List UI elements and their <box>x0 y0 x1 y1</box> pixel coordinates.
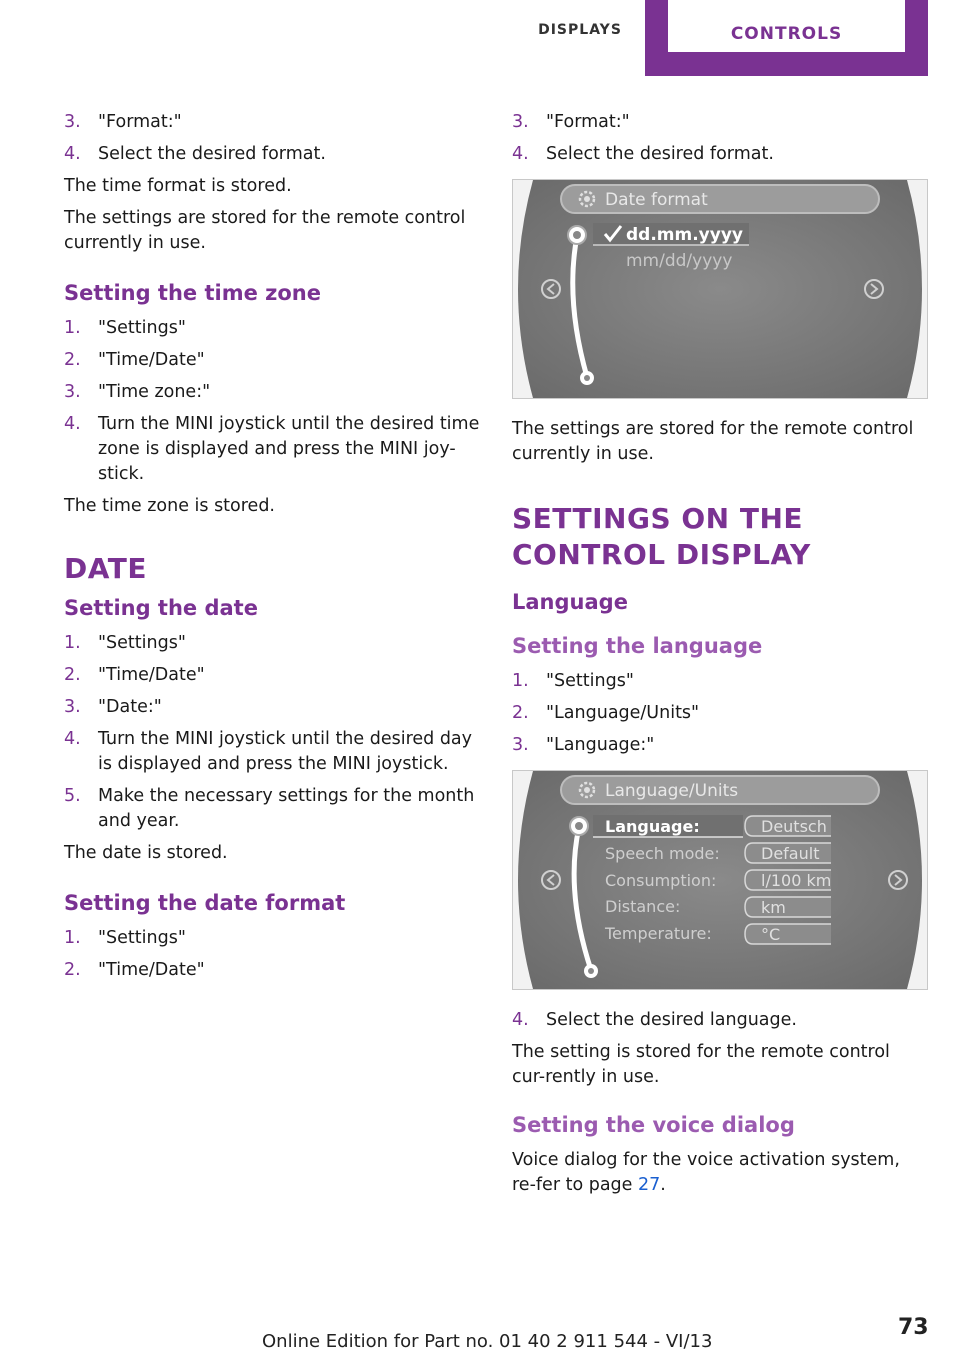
right-column <box>512 110 928 1205</box>
heading-time-zone: Setting the time zone <box>64 281 321 305</box>
option: mm/dd/yyyy <box>626 251 733 271</box>
heading-setting-language: Setting the language <box>512 634 763 658</box>
list-item: 1. "Settings" <box>512 671 634 691</box>
setting-label: Temperature: <box>605 924 712 943</box>
heading-settings-control-display: SETTINGS ON THE CONTROL DISPLAY <box>512 502 811 571</box>
header-tab-controls-label: CONTROLS <box>730 24 843 44</box>
list-item: 3. "Format:" <box>512 112 630 132</box>
paragraph-voice-dialog: Voice dialog for the voice activation system, re-fer to page 27. <box>512 1150 900 1195</box>
setting-label: Language: <box>605 817 700 836</box>
heading-voice-dialog: Setting the voice dialog <box>512 1113 795 1137</box>
heading-language: Language <box>512 590 628 614</box>
header-tab-controls <box>645 0 928 76</box>
list-item: 4. Select the desired language. <box>512 1010 797 1030</box>
paragraph: The settings are stored for the remote control currently in use. <box>512 419 914 464</box>
paragraph: The settings are stored for the remote control currently in use. <box>64 208 466 253</box>
language-units-screen-image <box>512 770 928 990</box>
setting-label: Speech mode: <box>605 844 720 863</box>
heading-setting-date: Setting the date <box>64 596 258 620</box>
heading-date-format: Setting the date format <box>64 891 346 915</box>
list-item: 4. Turn the MINI joystick until the desired time zone is displayed and press the MINI joy-stick. <box>64 414 480 484</box>
list-item: 3. "Time zone:" <box>64 382 211 402</box>
paragraph: The time format is stored. <box>64 176 292 196</box>
list-item: 2. "Language/Units" <box>512 703 700 723</box>
date-format-screen-image <box>512 179 928 399</box>
list-item: 4. Turn the MINI joystick until the desired day is displayed and press the MINI joystick. <box>64 729 473 774</box>
page-link[interactable]: 27 <box>637 1175 661 1195</box>
list-item: 2. "Time/Date" <box>64 665 205 685</box>
setting-value: °C <box>761 925 781 944</box>
paragraph: The date is stored. <box>64 843 228 863</box>
header-tab-displays: DISPLAYS <box>538 22 622 38</box>
setting-label: Consumption: <box>605 871 717 890</box>
left-column <box>64 110 482 990</box>
setting-value: l/100 km <box>761 871 832 890</box>
list-item: 3. "Format:" <box>64 112 182 132</box>
setting-value: Deutsch <box>761 817 827 836</box>
screen-title: Date format <box>605 190 708 210</box>
setting-value: km <box>761 898 786 917</box>
list-item: 2. "Time/Date" <box>64 960 205 980</box>
list-item: 1. "Settings" <box>64 928 186 948</box>
list-item: 5. Make the necessary settings for the month and year. <box>64 786 475 831</box>
list-item: 2. "Time/Date" <box>64 350 205 370</box>
list-item: 3. "Date:" <box>64 697 162 717</box>
list-item: 1. "Settings" <box>64 318 186 338</box>
setting-value: Default <box>761 844 820 863</box>
heading-date: DATE <box>64 552 147 585</box>
option-selected: dd.mm.yyyy <box>626 225 744 245</box>
paragraph: The time zone is stored. <box>64 496 275 516</box>
list-item: 3. "Language:" <box>512 735 655 755</box>
list-item: 4. Select the desired format. <box>64 144 326 164</box>
paragraph: The setting is stored for the remote control cur-rently in use. <box>512 1042 890 1087</box>
screen-title: Language/Units <box>605 781 739 801</box>
page-number: 73 <box>898 1315 929 1340</box>
list-item: 4. Select the desired format. <box>512 144 774 164</box>
setting-label: Distance: <box>605 897 681 916</box>
footer-edition: Online Edition for Part no. 01 40 2 911 544 - VI/13 <box>262 1331 713 1352</box>
list-item: 1. "Settings" <box>64 633 186 653</box>
